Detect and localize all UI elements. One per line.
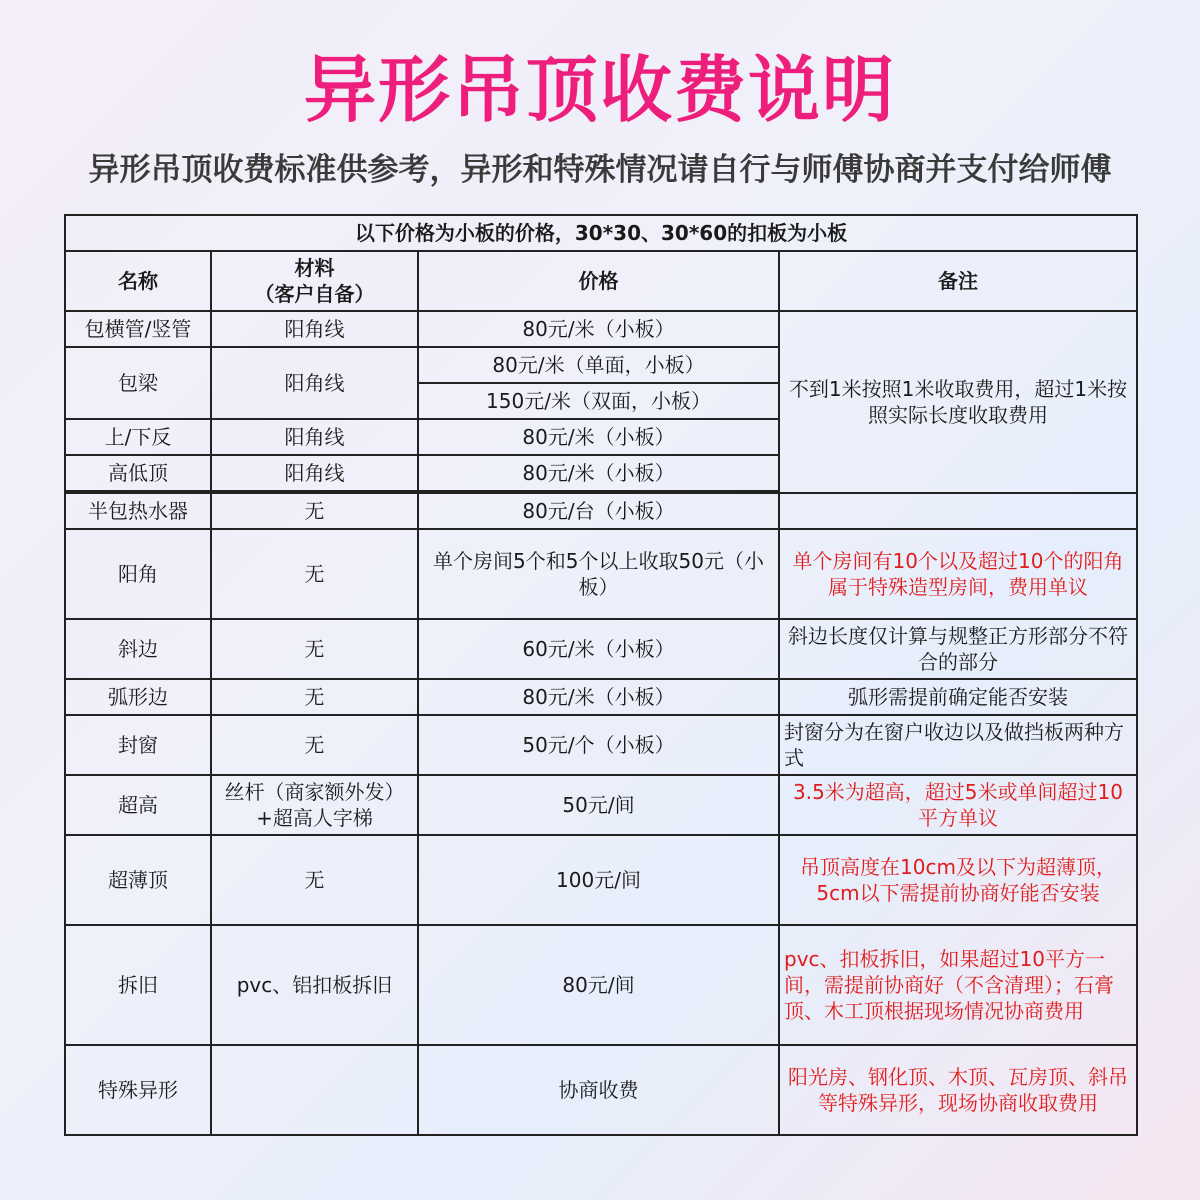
row-price: 80元/米（小板） xyxy=(418,679,779,715)
row-name: 拆旧 xyxy=(65,925,211,1045)
table-row xyxy=(65,925,1137,1045)
header-price: 价格 xyxy=(418,251,779,311)
row-name: 超薄顶 xyxy=(65,835,211,925)
header-note: 备注 xyxy=(779,251,1137,311)
table-row xyxy=(65,835,1137,925)
row-name: 上/下反 xyxy=(65,419,211,455)
table-caption: 以下价格为小板的价格，30*30、30*60的扣板为小板 xyxy=(65,215,1137,251)
row-material: 无 xyxy=(211,529,418,619)
row-material: 阳角线 xyxy=(211,455,418,491)
table-row xyxy=(65,311,1137,347)
row-price: 80元/台（小板） xyxy=(418,493,779,529)
row-price: 100元/间 xyxy=(418,835,779,925)
row-note: 阳光房、钢化顶、木顶、瓦房顶、斜吊等特殊异形，现场协商收取费用 xyxy=(779,1045,1137,1135)
row-note: 单个房间有10个以及超过10个的阳角属于特殊造型房间，费用单议 xyxy=(779,529,1137,619)
row-material: 无 xyxy=(211,715,418,775)
row-note-shared: 不到1米按照1米收取费用，超过1米按照实际长度收取费用 xyxy=(779,311,1137,493)
row-note: 封窗分为在窗户收边以及做挡板两种方式 xyxy=(779,715,1137,775)
table-row xyxy=(65,715,1137,775)
row-price: 50元/间 xyxy=(418,775,779,835)
table-row xyxy=(65,529,1137,619)
row-note: pvc、扣板拆旧，如果超过10平方一间，需提前协商好（不含清理）；石膏顶、木工顶根据现场情况协商费用 xyxy=(779,925,1137,1045)
row-price: 80元/间 xyxy=(418,925,779,1045)
table-row xyxy=(65,775,1137,835)
header-material-line1: 材料 xyxy=(294,256,335,280)
row-name: 封窗 xyxy=(65,715,211,775)
row-name: 弧形边 xyxy=(65,679,211,715)
row-material: 阳角线 xyxy=(211,311,418,347)
row-price: 单个房间5个和5个以上收取50元（小板） xyxy=(418,529,779,619)
row-price: 150元/米（双面，小板） xyxy=(418,383,779,419)
row-name: 半包热水器 xyxy=(65,493,211,529)
page-subtitle: 异形吊顶收费标准供参考，异形和特殊情况请自行与师傅协商并支付给师傅 xyxy=(88,152,1112,188)
row-material: 无 xyxy=(211,835,418,925)
row-note: 吊顶高度在10cm及以下为超薄顶，5cm以下需提前协商好能否安装 xyxy=(779,835,1137,925)
header-material-line2: （客户自备） xyxy=(254,282,375,306)
header-name: 名称 xyxy=(65,251,211,311)
row-material: 无 xyxy=(211,493,418,529)
row-material: 无 xyxy=(211,619,418,679)
row-name: 阳角 xyxy=(65,529,211,619)
row-note: 3.5米为超高，超过5米或单间超过10平方单议 xyxy=(779,775,1137,835)
row-note xyxy=(779,493,1137,529)
row-name: 包横管/竖管 xyxy=(65,311,211,347)
table-row xyxy=(65,1045,1137,1135)
row-price: 80元/米（小板） xyxy=(418,455,779,491)
row-name: 高低顶 xyxy=(65,455,211,491)
row-material: 丝杆（商家额外发）+超高人字梯 xyxy=(211,775,418,835)
row-price: 80元/米（单面，小板） xyxy=(418,347,779,383)
table-row xyxy=(65,679,1137,715)
row-note: 斜边长度仅计算与规整正方形部分不符合的部分 xyxy=(779,619,1137,679)
row-price: 80元/米（小板） xyxy=(418,419,779,455)
row-material: 阳角线 xyxy=(211,419,418,455)
page-title: 异形吊顶收费说明 xyxy=(303,48,896,132)
row-name: 斜边 xyxy=(65,619,211,679)
row-material xyxy=(211,1045,418,1135)
row-price: 80元/米（小板） xyxy=(418,311,779,347)
row-name: 包梁 xyxy=(65,347,211,419)
row-price: 协商收费 xyxy=(418,1045,779,1135)
row-note: 弧形需提前确定能否安装 xyxy=(779,679,1137,715)
row-price: 60元/米（小板） xyxy=(418,619,779,679)
row-material: pvc、铝扣板拆旧 xyxy=(211,925,418,1045)
row-material: 无 xyxy=(211,679,418,715)
header-row xyxy=(65,251,1137,311)
table-row xyxy=(65,619,1137,679)
row-name: 特殊异形 xyxy=(65,1045,211,1135)
row-price: 50元/个（小板） xyxy=(418,715,779,775)
row-name: 超高 xyxy=(65,775,211,835)
table-row xyxy=(65,493,1137,529)
price-table xyxy=(64,214,1138,1136)
header-material xyxy=(211,251,418,311)
row-material: 阳角线 xyxy=(211,347,418,419)
